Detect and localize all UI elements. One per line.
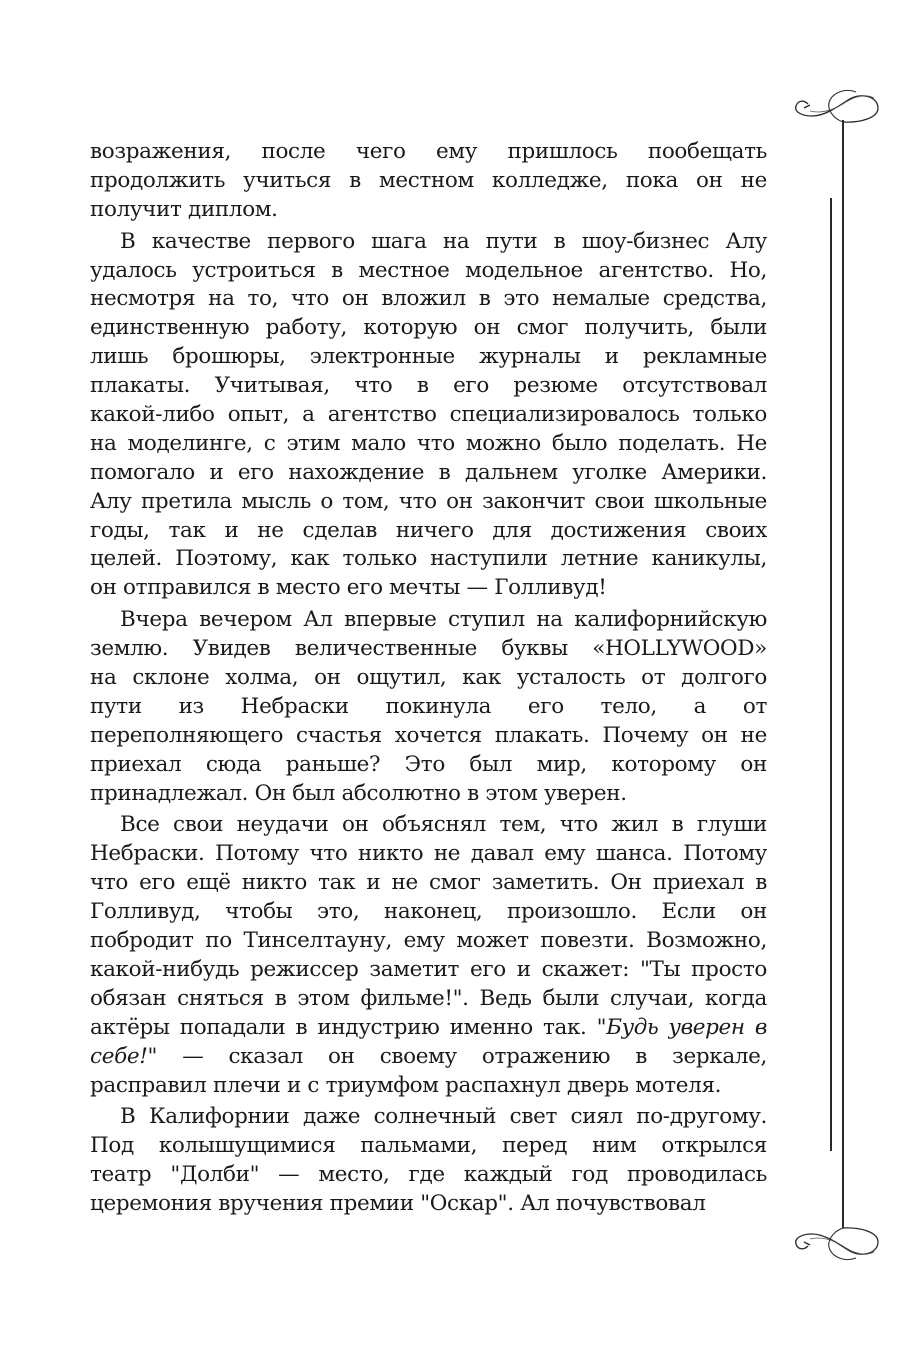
paragraph: [90, 228, 767, 604]
text-line: продолжить учиться в местном колледже, пока он не: [90, 167, 767, 193]
text-line: церемония вручения премии "Оскар". Ал почувствовал: [90, 1191, 706, 1217]
text-line: [90, 1014, 767, 1043]
paragraph: [90, 811, 767, 1100]
text-line: [90, 1043, 767, 1072]
text-line: землю. Увидев величественные буквы «HOLLYWOOD»: [90, 636, 767, 662]
text-line: какой-нибудь режиссер заметит его и скажет: "Ты просто: [90, 956, 767, 982]
text-segment: " — сказал он своему отражению в зеркале,: [147, 1043, 767, 1069]
text-line: удалось устроиться в местное модельное агентство. Но,: [90, 257, 767, 283]
text-line: В качестве первого шага на пути в шоу-бизнес Алу: [120, 228, 767, 254]
text-line: годы, так и не сделав ничего для достижения своих: [90, 517, 767, 543]
text-line: Вчера вечером Ал впервые ступил на калифорнийскую: [120, 607, 767, 633]
text-line: пути из Небраски покинула его тело, а от: [90, 693, 767, 719]
text-line: обязан сняться в этом фильме!". Ведь были случаи, когда: [90, 985, 767, 1011]
text-line: что его ещё никто так и не смог заметить. Он приехал в: [90, 870, 767, 896]
text-line: целей. Поэтому, как только наступили летние каникулы,: [90, 546, 767, 572]
text-line: переполняющего счастья хочется плакать. Почему он не: [90, 722, 767, 748]
text-line: на моделинге, с этим мало что можно было поделать. Не: [90, 430, 767, 456]
flourish-ornament-bottom-icon: [790, 1224, 900, 1274]
paragraph: [90, 138, 767, 225]
text-line: единственную работу, которую он смог получить, были: [90, 315, 767, 341]
paragraph: [90, 606, 767, 808]
italic-text: Будь уверен в: [606, 1014, 767, 1040]
text-line: получит диплом.: [90, 196, 278, 222]
text-line: лишь брошюры, электронные журналы и рекламные: [90, 344, 767, 370]
text-line: принадлежал. Он был абсолютно в этом уверен.: [90, 780, 627, 806]
text-line: Небраски. Потому что никто не давал ему шанса. Потому: [90, 841, 767, 867]
text-line: какой-либо опыт, а агентство специализировалось только: [90, 402, 767, 428]
margin-rule-long: [842, 120, 844, 1228]
italic-text: себе!: [90, 1043, 148, 1069]
text-line: он отправился в место его мечты — Голливуд!: [90, 575, 607, 601]
text-line: Под колышущимися пальмами, перед ним открылся: [90, 1133, 767, 1159]
margin-rule-short: [830, 198, 832, 1151]
text-segment: актёры попадали в индустрию именно так. ": [90, 1014, 607, 1040]
text-line: В Калифорнии даже солнечный свет сиял по-другому.: [120, 1104, 767, 1130]
text-line: театр "Долби" — место, где каждый год проводилась: [90, 1162, 767, 1188]
text-line: на склоне холма, он ощутил, как усталость от долгого: [90, 665, 767, 691]
text-line: плакаты. Учитывая, что в его резюме отсутствовал: [90, 373, 767, 399]
text-line: приехал сюда раньше? Это был мир, которому он: [90, 751, 767, 777]
text-line: побродит по Тинселтауну, ему может повезти. Возможно,: [90, 928, 767, 954]
text-line: Голливуд, чтобы это, наконец, произошло. Если он: [90, 899, 767, 925]
text-line: Алу претила мысль о том, что он закончит свои школьные: [90, 488, 767, 514]
paragraph: [90, 1103, 767, 1219]
text-line: помогало и его нахождение в дальнем уголке Америки.: [90, 459, 767, 485]
text-line: Все свои неудачи он объяснял тем, что жил в глуши: [120, 812, 767, 838]
flourish-ornament-top-icon: [790, 78, 900, 128]
text-line: расправил плечи и с триумфом распахнул дверь мотеля.: [90, 1072, 722, 1098]
body-text: [90, 138, 767, 1222]
text-line: возражения, после чего ему пришлось пообещать: [90, 139, 767, 164]
text-line: несмотря на то, что он вложил в это немалые средства,: [90, 286, 767, 312]
